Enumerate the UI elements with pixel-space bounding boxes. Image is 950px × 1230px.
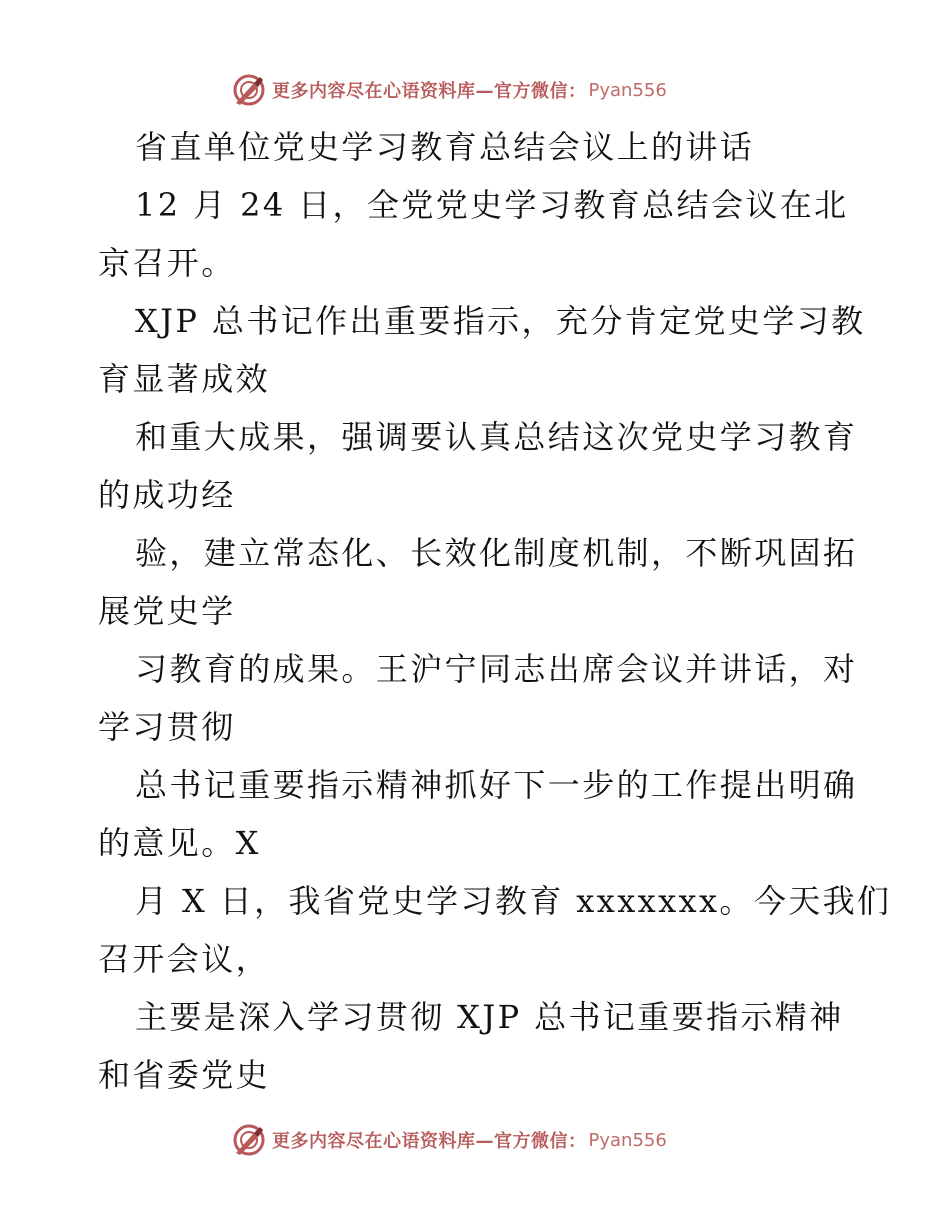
text-line: 学习贯彻 <box>98 708 236 746</box>
text-line: 主要是深入学习贯彻 XJP 总书记重要指示精神 <box>135 998 844 1036</box>
text-line: 12 月 24 日，全党党史学习教育总结会议在北 <box>135 186 849 224</box>
text-line: 的意见。X <box>98 824 261 862</box>
watermark-text: 更多内容尽在心语资料库—官方微信： <box>272 1131 587 1152</box>
text-line: 召开会议， <box>98 940 271 978</box>
text-line: 月 X 日，我省党史学习教育 xxxxxxx。今天我们 <box>135 882 892 920</box>
text-line: 习教育的成果。王沪宁同志出席会议并讲话，对 <box>135 650 858 688</box>
text-line: XJP 总书记作出重要指示，充分肯定党史学习教 <box>135 302 866 340</box>
watermark-wechat-id: Pyan556 <box>588 1129 667 1151</box>
text-line: 的成功经 <box>98 476 236 514</box>
text-line: 展党史学 <box>98 592 236 630</box>
watermark-text: 更多内容尽在心语资料库—官方微信： <box>272 81 587 102</box>
document-title: 省直单位党史学习教育总结会议上的讲话 <box>135 128 755 166</box>
text-line: 和省委党史 <box>98 1056 271 1094</box>
header-watermark <box>232 70 712 110</box>
text-line: 和重大成果，强调要认真总结这次党史学习教育 <box>135 418 858 456</box>
footer-watermark <box>232 1120 712 1160</box>
watermark-wechat-id: Pyan556 <box>588 79 667 101</box>
pen-logo-icon <box>232 1123 266 1157</box>
text-line: 京召开。 <box>98 244 236 282</box>
pen-logo-icon <box>232 73 266 107</box>
text-line: 验，建立常态化、长效化制度机制，不断巩固拓 <box>135 534 858 572</box>
text-line: 总书记重要指示精神抓好下一步的工作提出明确 <box>135 766 858 804</box>
text-line: 育显著成效 <box>98 360 271 398</box>
